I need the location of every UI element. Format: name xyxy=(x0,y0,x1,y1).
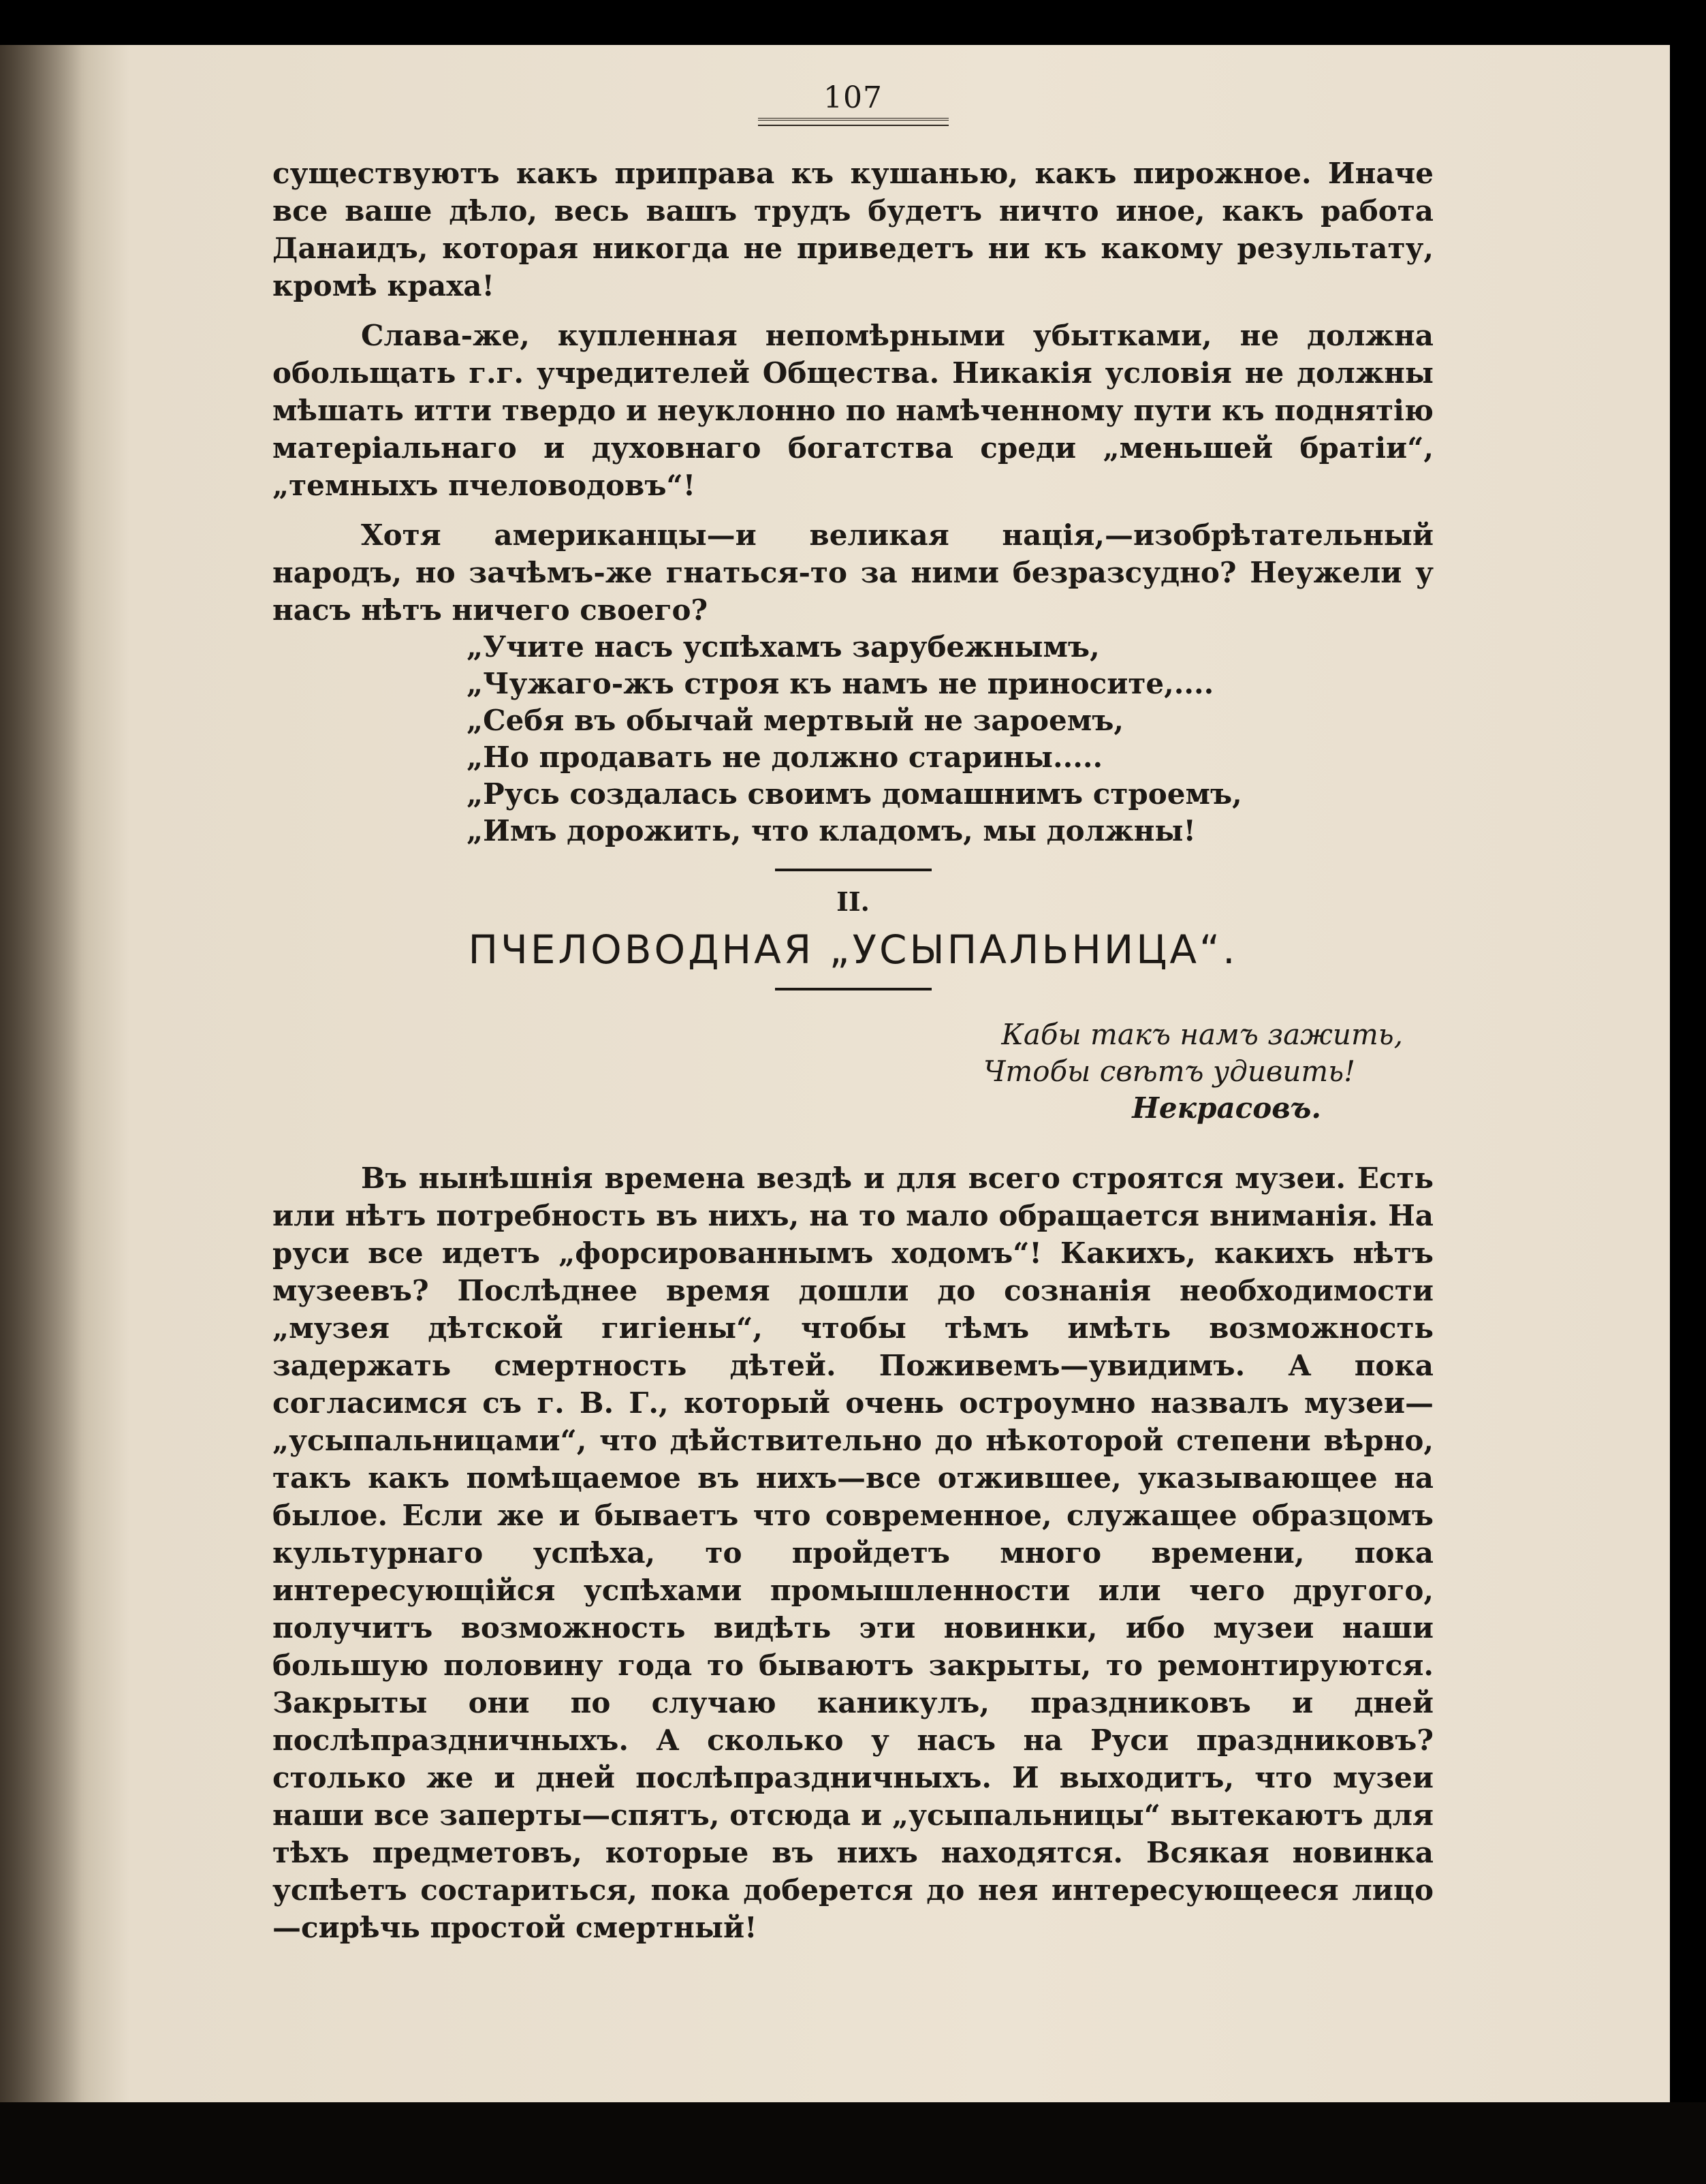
paragraph-glory: Слава-же, купленная непомѣрными убытками, не должна обольщать г.г. учредителей Общества. Никакія условія не должны мѣшать итти твердо и неуклонно по намѣченному пути къ поднятію матеріальнаго и духовнаго богатства среди „меньшей братіи“, „темныхъ пчеловодовъ“! xyxy=(272,319,1434,502)
paragraph-museums: Въ нынѣшнія времена вездѣ и для всего строятся музеи. Есть или нѣтъ потребность въ нихъ, на то мало обращается вниманія. На руси все идетъ „форсированнымъ ходомъ“! Какихъ, какихъ нѣтъ музеевъ? Послѣднее время дошли до сознанія необходимости „музея дѣтской гигіены“, чтобы тѣмъ имѣть возможность задержать смертность дѣтей. Поживемъ—увидимъ. А пока согласимся съ г. В. Г., который очень остроумно назвалъ музеи—„усыпальницами“, что дѣйствительно до нѣкоторой степени вѣрно, такъ какъ помѣщаемое въ нихъ—все отжившее, указывающее на былое. Если же и бываетъ что современное, служащее образцомъ культурнаго успѣха, то пройдетъ много времени, пока интересующійся успѣхами промышленности или чего другого, получитъ возможность видѣть эти новинки, ибо музеи наши большую половину года то бываютъ закрыты, то ремонтируются. Закрыты они по случаю каникулъ, праздниковъ и дней послѣпраздничныхъ. А сколько у насъ на Руси праздниковъ? столько же и дней послѣпраздничныхъ. И выходитъ, что музеи наши все заперты—спятъ, отсюда и „усыпальницы“ вытекаютъ для тѣхъ предметовъ, которые въ нихъ находятся. Всякая новинка успѣетъ состариться, пока доберется до нея интересующееся лицо—сирѣчь простой смертный! xyxy=(272,1161,1434,1944)
page-content xyxy=(272,45,1434,1946)
section-divider-bottom xyxy=(775,988,932,990)
epigraph xyxy=(272,1016,1434,1127)
scan-right-border xyxy=(1670,0,1706,2184)
section-divider-top xyxy=(775,869,932,871)
section-number: II. xyxy=(836,886,870,917)
verse-line: „Имъ дорожить, что кладомъ, мы должны! xyxy=(467,814,1196,847)
epigraph-author: Некрасовъ. xyxy=(1132,1091,1321,1125)
verse-line: „Чужаго-жъ строя къ намъ не приносите,.... xyxy=(467,667,1214,700)
verse-line: „Себя въ обычай мертвый не зароемъ, xyxy=(467,704,1124,737)
verse-line: „Русь создалась своимъ домашнимъ строемъ, xyxy=(467,777,1242,811)
book-spine-shadow xyxy=(0,45,82,2132)
epigraph-line: Чтобы свѣтъ удивить! xyxy=(983,1055,1355,1088)
epigraph-line: Кабы такъ намъ зажить, xyxy=(1001,1018,1403,1051)
verse-line: „Но продавать не должно старины..... xyxy=(467,740,1103,774)
section-title: ПЧЕЛОВОДНАЯ „УСЫПАЛЬНИЦА“. xyxy=(468,926,1238,973)
verse-line: „Учите насъ успѣхамъ зарубежнымъ, xyxy=(467,630,1100,664)
scan-bottom-border xyxy=(0,2102,1706,2184)
paragraph-americans: Хотя американцы—и великая нація,—изобрѣтательный народъ, но зачѣмъ-же гнаться-то за ними безразсудно? Неужели у насъ нѣтъ ничего своего? xyxy=(272,518,1434,627)
paragraph-continuation: существуютъ какъ приправа къ кушанью, какъ пирожное. Иначе все ваше дѣло, весь вашъ трудъ будетъ ничто иное, какъ работа Данаидъ, которая никогда не приведетъ ни къ какому результату, кромѣ краха! xyxy=(272,157,1434,302)
verse-quote xyxy=(467,629,1434,849)
page-number: 107 xyxy=(823,80,883,115)
page-number-rule xyxy=(758,118,949,126)
scan-top-border xyxy=(0,0,1706,45)
